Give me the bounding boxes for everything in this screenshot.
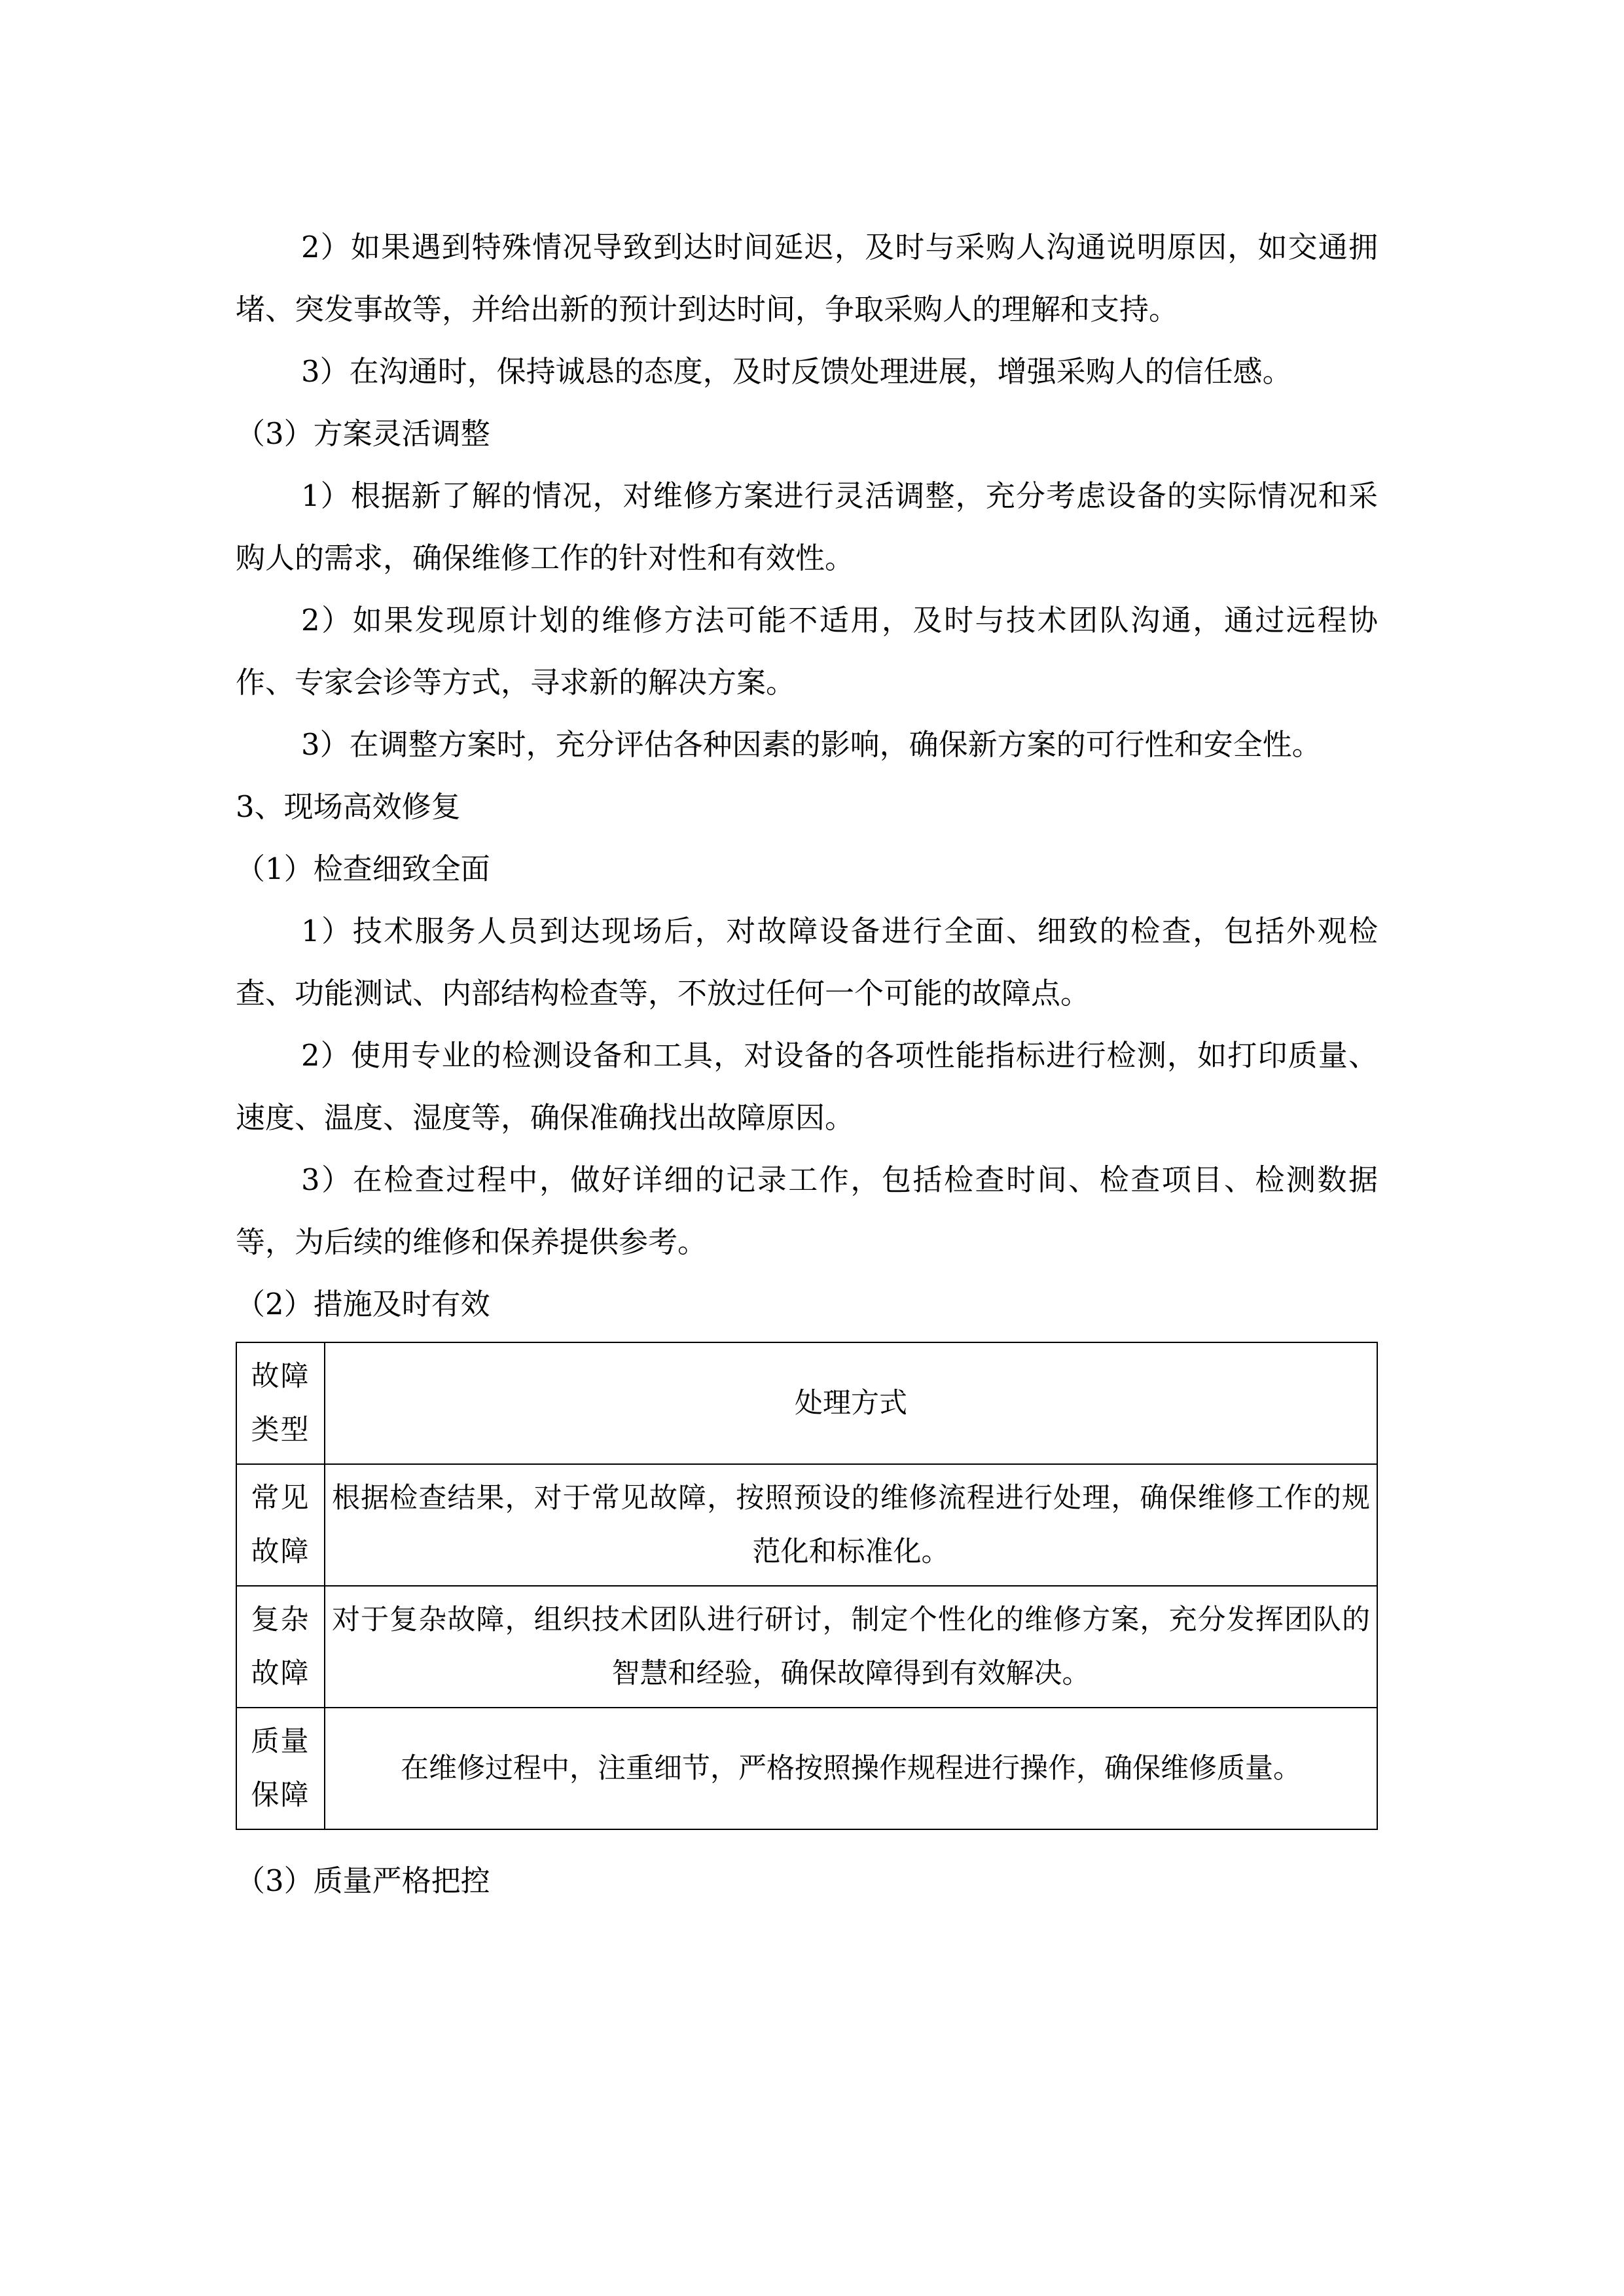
table-cell-fault-type-line-1: 质量 [251,1725,310,1758]
table-cell-handling-method [325,1708,1377,1829]
table-cell-handling-method [325,1464,1377,1586]
table-cell-fault-type-line-2: 保障 [251,1779,310,1812]
heading-measures-timely: （2）措施及时有效 [236,1287,490,1321]
paragraph-communicate-delay: 2）如果遇到特殊情况导致到达时间延迟，及时与采购人沟通说明原因，如交通拥堵、突发事故等，并给出新的预计到达时间，争取采购人的理解和支持。 [236,230,1378,327]
table-row [236,1586,1377,1708]
heading-flexible-plan: （3）方案灵活调整 [236,416,490,451]
table-cell-handling-method-text: 对于复杂故障，组织技术团队进行研讨，制定个性化的维修方案，充分发挥团队的智慧和经验，确保故障得到有效解决。 [332,1604,1370,1690]
table-cell-handling-method-text: 在维修过程中，注重细节，严格按照操作规程进行操作，确保维修质量。 [401,1752,1301,1785]
table-header-row [236,1342,1377,1464]
paragraph-inspection-2: 2）使用专业的检测设备和工具，对设备的各项性能指标进行检测，如打印质量、速度、温度、湿度等，确保准确找出故障原因。 [236,1038,1378,1135]
table-cell-handling-method-text: 根据检查结果，对于常见故障，按照预设的维修流程进行处理，确保维修工作的规范化和标准化。 [332,1482,1370,1568]
table-cell-fault-type-line-1: 复杂 [251,1604,310,1636]
table-cell-fault-type [236,1586,325,1708]
paragraph-flexible-2: 2）如果发现原计划的维修方法可能不适用，及时与技术团队沟通，通过远程协作、专家会诊等方式，寻求新的解决方案。 [236,603,1378,700]
table-header-fault-type-line-1: 故障 [251,1360,310,1393]
table-cell-fault-type [236,1464,325,1586]
table-cell-handling-method [325,1586,1377,1708]
table-cell-fault-type-line-2: 故障 [251,1657,310,1690]
table-cell-fault-type [236,1708,325,1829]
fault-handling-table [236,1342,1378,1830]
table-row [236,1464,1377,1586]
table-cell-fault-type-line-1: 常见 [251,1482,310,1515]
paragraph-inspection-1: 1）技术服务人员到达现场后，对故障设备进行全面、细致的检查，包括外观检查、功能测试、内部结构检查等，不放过任何一个可能的故障点。 [236,914,1378,1011]
paragraph-communicate-sincere: 3）在沟通时，保持诚恳的态度，及时反馈处理进展，增强采购人的信任感。 [301,354,1292,389]
paragraph-flexible-3: 3）在调整方案时，充分评估各种因素的影响，确保新方案的可行性和安全性。 [301,727,1322,762]
table-row [236,1708,1377,1829]
heading-inspection-detailed: （1）检查细致全面 [236,852,490,886]
heading-onsite-repair: 3、现场高效修复 [236,789,461,824]
table-cell-fault-type-line-2: 故障 [251,1535,310,1568]
paragraph-flexible-1: 1）根据新了解的情况，对维修方案进行灵活调整，充分考虑设备的实际情况和采购人的需求，确保维修工作的针对性和有效性。 [236,478,1378,575]
table-header-fault-type-line-2: 类型 [251,1414,310,1446]
table-header-fault-type [236,1342,325,1464]
table-header-handling-method: 处理方式 [325,1342,1377,1464]
heading-quality-control: （3）质量严格把控 [236,1863,490,1898]
paragraph-inspection-3: 3）在检查过程中，做好详细的记录工作，包括检查时间、检查项目、检测数据等，为后续的维修和保养提供参考。 [236,1162,1378,1259]
